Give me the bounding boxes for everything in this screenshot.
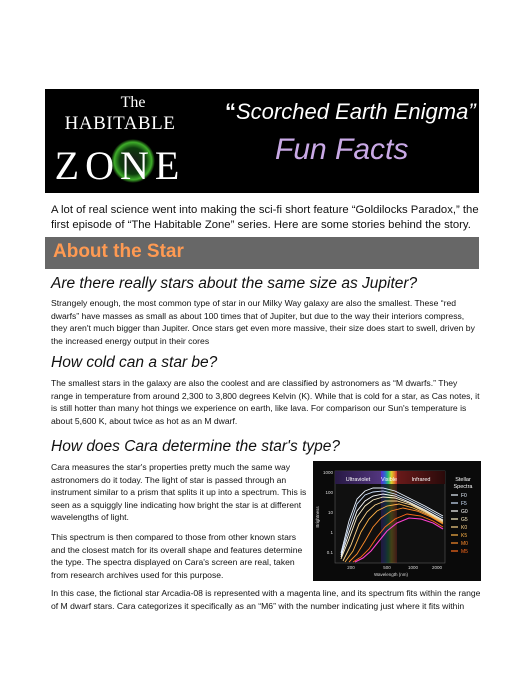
legend-label: M0 [461,541,468,547]
legend-label: M5 [461,549,468,555]
legend-label: G0 [461,509,468,515]
header-banner [45,89,479,193]
legend-label: K0 [461,525,468,531]
x-tick-label: 1000 [407,565,419,570]
y-tick-label: 100 [325,490,333,495]
logo-text-habitable: HABITABLE [64,113,176,134]
x-tick-label: 2000 [431,565,443,570]
answer-paragraph: In this case, the fictional star Arcadia-08 is represented with a magenta line, and its spectrum fits within the range of M dwarf stars. Cara categorizes it specifically as an “M6” with the number indicating just where it fits within [51,588,481,611]
legend-title: Spectra [453,484,473,490]
y-axis-label: Brightness [315,506,320,528]
y-tick-label: 10 [327,510,333,515]
legend-label: G5 [461,517,468,523]
stellar-spectra-figure [313,461,481,581]
answer-paragraph: This spectrum is then compared to those from other known stars and the closest match for its overall shape and features determine the type. The spectra displayed on Cara's screen are real, taken from research archives used for this purpose. [51,532,303,580]
legend-label: F5 [461,501,467,507]
banner-headline: “Scorched Earth Enigma” [225,99,476,124]
y-tick-label: 0.1 [326,550,333,555]
intro-paragraph: A lot of real science went into making the sci-fi short feature “Goldilocks Paradox,” the first episode of “The Habitable Zone” series. Here are some stories behind the story. [51,204,479,231]
answer-paragraph: The smallest stars in the galaxy are also the coolest and are classified by astronomers as “M dwarfs.” They range in temperature from around 2,300 to 3,800 degrees Kelvin (K). While that is cold for a star, as Cas notes, it is still hotter than many hot things we experience on earth, like lava. For comparison our Sun's temperature is about 5,600 K, about twice as hot as an M dwarf. [51,378,480,426]
section-title: About the Star [53,241,184,262]
question-heading: Are there really stars about the same size as Jupiter? [51,275,418,292]
legend-label: F0 [461,493,467,499]
legend-title: Stellar [455,477,471,483]
y-tick-label: 1000 [322,470,333,475]
answer-paragraph: Strangely enough, the most common type of star in our Milky Way galaxy are also the smallest. These “red dwarfs” have masses as small as about 100 times that of Jupiter, but due to the way their interiors compress, they aren't much bigger than Jupiter. Once stars get even more massive, their size does start to swell, driven by the increased energy output in their cores [51,298,475,346]
logo-text-zone: ZONE [54,143,186,188]
x-axis-label: Wavelength (nm) [373,572,409,577]
y-tick-label: 1 [330,530,333,535]
legend [451,493,468,555]
band-label: Ultraviolet [345,477,371,483]
logo-text-the: The [120,94,146,111]
habitable-zone-logo [45,89,195,193]
answer-paragraph: Cara measures the star's properties pretty much the same way astronomers do it today. The light of star is passed through an instrument similar to a prism that splits it up into a spectrum. This is seen as a squiggly line indicating how bright the star is at different wavelengths of light. [51,462,307,523]
x-tick-label: 500 [383,565,391,570]
band-label: Infrared [411,477,431,483]
question-heading: How does Cara determine the star's type? [51,438,340,455]
banner-subtitle: Fun Facts [275,133,409,166]
band-label: Visible [380,477,398,483]
x-tick-label: 200 [347,565,355,570]
section-header [45,237,479,269]
question-heading: How cold can a star be? [51,354,218,371]
legend-label: K5 [461,533,468,539]
